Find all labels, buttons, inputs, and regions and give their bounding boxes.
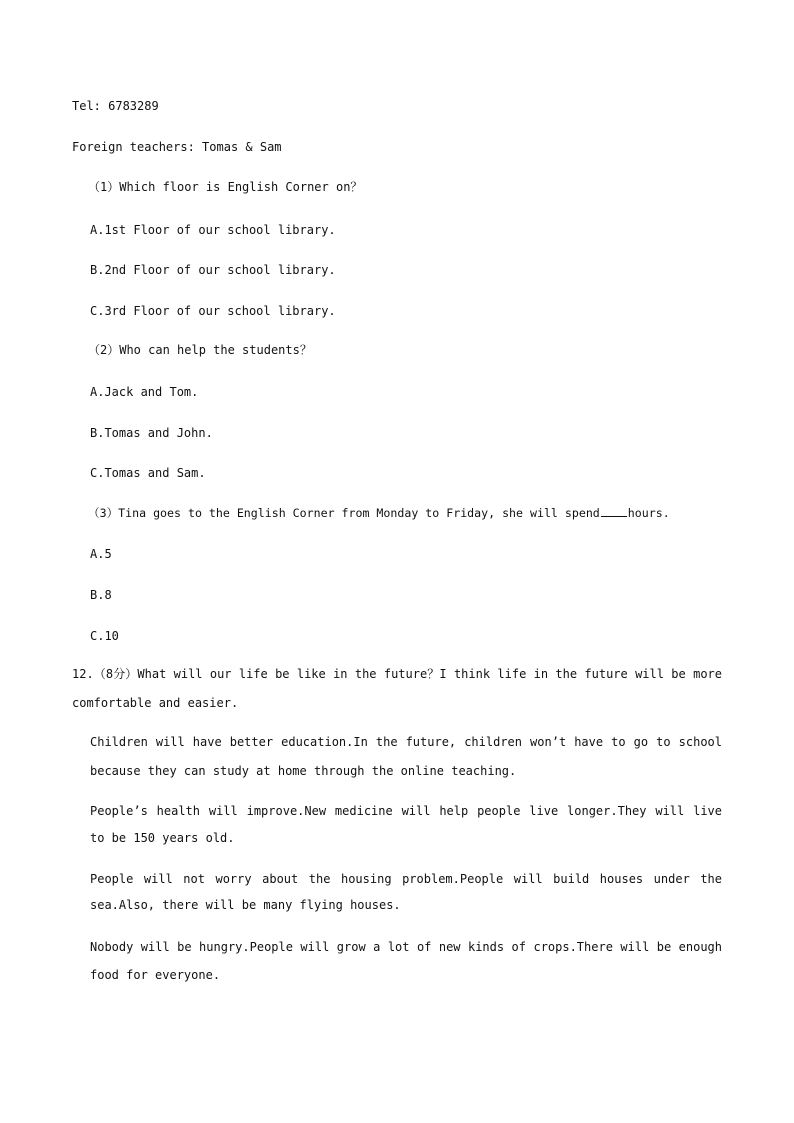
- question-12-intro: 12.（8分）What will our life be like in the future？I think life in the future will be more comfortable and easier.: [72, 667, 722, 710]
- question-2-option-a: A.Jack and Tom.: [90, 385, 199, 399]
- question-3-stem-after: hours.: [627, 506, 670, 520]
- question-1-option-a: A.1st Floor of our school library.: [90, 223, 336, 237]
- paragraph-housing: People will not worry about the housing problem.People will build houses under the sea.Also, there will be many flying houses.: [90, 872, 722, 912]
- question-3-stem: [88, 505, 670, 520]
- question-3-stem-before: （3）Tina goes to the English Corner from Monday to Friday, she will spend: [88, 506, 600, 520]
- question-1-stem: （1）Which floor is English Corner on？: [88, 180, 363, 194]
- question-1-option-c: C.3rd Floor of our school library.: [90, 304, 336, 318]
- question-3-option-c: C.10: [90, 629, 119, 643]
- answer-blank: [601, 505, 627, 517]
- question-2-stem: （2）Who can help the students？: [88, 343, 312, 357]
- question-3-option-a: A.5: [90, 547, 112, 561]
- question-3-option-b: B.8: [90, 588, 112, 602]
- question-2-option-c: C.Tomas and Sam.: [90, 466, 206, 480]
- paragraph-education: Children will have better education.In the future, children won’t have to go to school because they can study at home through the online teaching.: [90, 735, 722, 778]
- paragraph-food: Nobody will be hungry.People will grow a lot of new kinds of crops.There will be enough food for everyone.: [90, 940, 722, 982]
- question-1-option-b: B.2nd Floor of our school library.: [90, 263, 336, 277]
- paragraph-health: People’s health will improve.New medicine will help people live longer.They will live to be 150 years old.: [90, 804, 722, 845]
- question-2-option-b: B.Tomas and John.: [90, 426, 213, 440]
- contact-tel: Tel: 6783289: [72, 99, 159, 113]
- contact-teachers: Foreign teachers: Tomas & Sam: [72, 140, 282, 154]
